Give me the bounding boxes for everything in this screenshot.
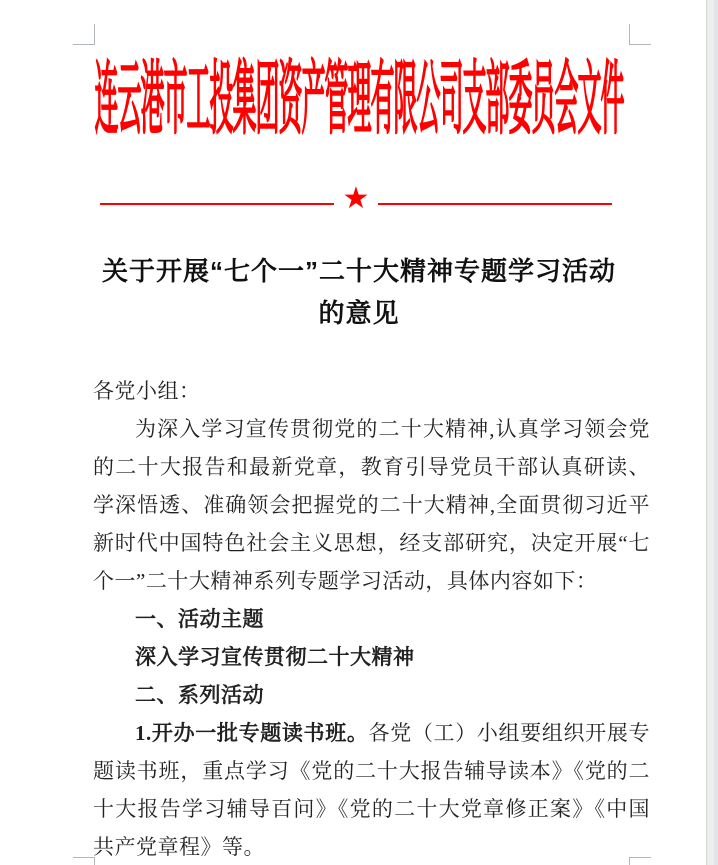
crop-mark-top-left-icon (73, 24, 95, 45)
letterhead-org-title: 连云港市工投集团资产管理有限公司支部委员会文件 (94, 58, 624, 147)
letterhead-divider (100, 181, 612, 220)
item1-text: 各党（工）小组要组织开展专题读书班，重点学习《党的二十大报告辅导读本》《党的二十大报告学习辅导百问》《党的二十大党章修正案》《中国共产党章程》等。 (93, 721, 651, 859)
document-title (0, 250, 718, 334)
divider-line-right (378, 203, 612, 205)
section2-heading: 二、系列活动 (135, 683, 264, 707)
crop-mark-top-right-icon (629, 24, 651, 45)
document-body (93, 372, 650, 865)
item1-paragraph (93, 714, 650, 865)
item1-lead: 1.开办一批专题读书班。 (135, 721, 369, 745)
crop-mark-bottom-left-icon (73, 857, 95, 865)
star-icon: ★ (342, 181, 370, 216)
letterhead (0, 58, 718, 147)
scrollbar-track[interactable] (706, 0, 718, 865)
document-title-line-2: 的意见 (318, 298, 400, 328)
divider-line-left (100, 203, 334, 205)
section1-heading: 一、活动主题 (135, 607, 264, 631)
intro-paragraph: 为深入学习宣传贯彻党的二十大精神,认真学习领会党的二十大报告和最新党章，教育引导党员干部认真研读、学深悟透、准确领会把握党的二十大精神,全面贯彻习近平新时代中国特色社会主义思想，经支部研究，决定开展“七个一”二十大精神系列专题学习活动，具体内容如下： (93, 417, 650, 593)
document-title-line-1: 关于开展“七个一”二十大精神专题学习活动 (101, 256, 616, 286)
scrollbar-thumb[interactable] (714, 0, 718, 865)
section1-theme: 深入学习宣传贯彻二十大精神 (135, 645, 415, 669)
salutation: 各党小组： (93, 379, 201, 403)
